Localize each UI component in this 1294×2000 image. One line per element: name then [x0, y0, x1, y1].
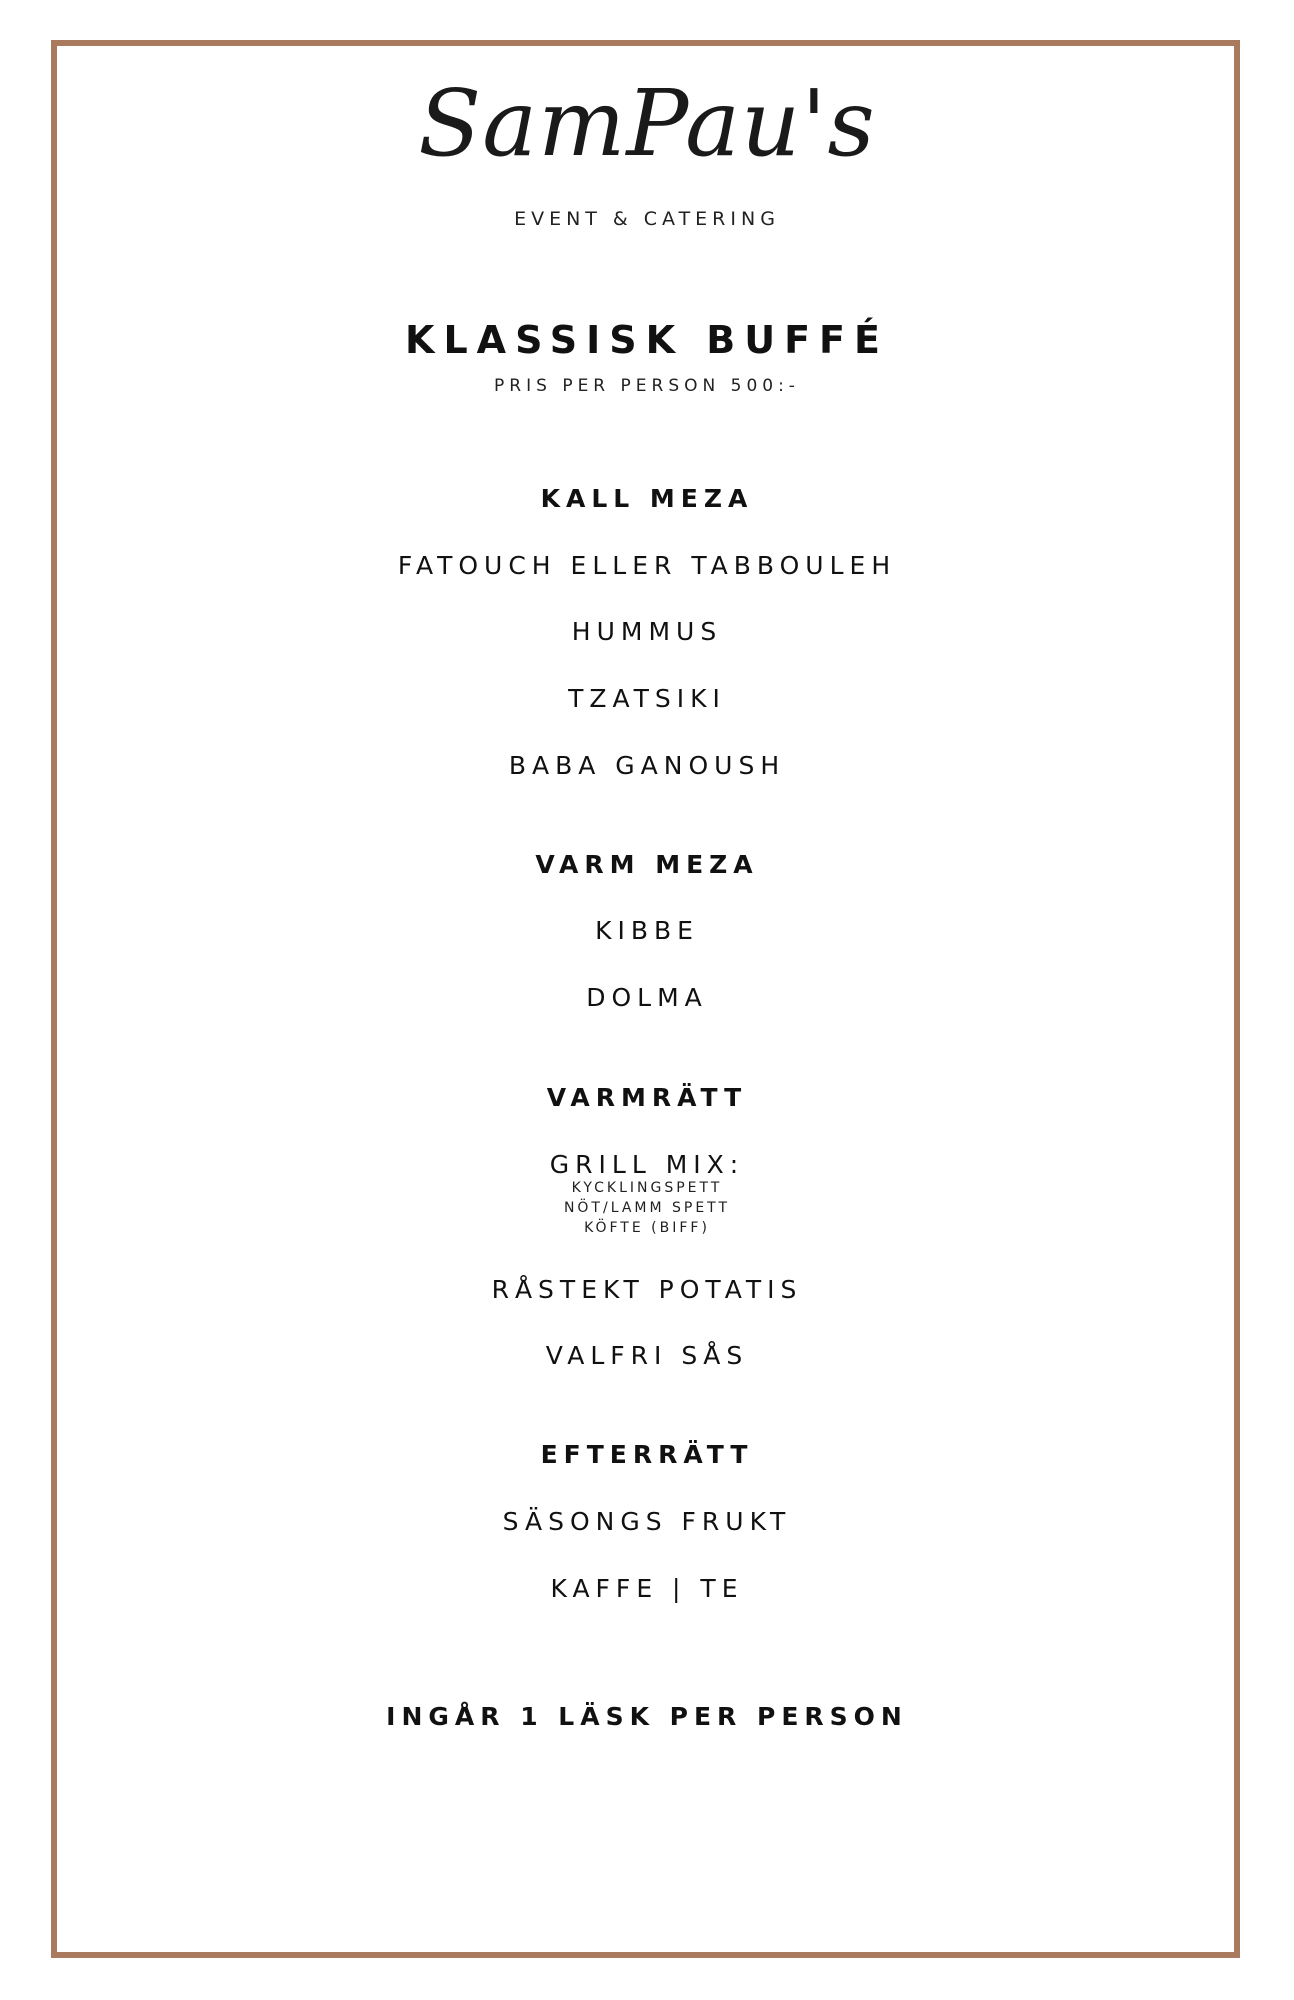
menu-title: KLASSISK BUFFÉ [405, 318, 889, 362]
grill-mix-detail: NÖT/LAMM SPETT [563, 1200, 731, 1216]
grill-mix-detail: KYCKLINGSPETT [571, 1180, 723, 1196]
menu-item: DOLMA [586, 983, 708, 1012]
grill-mix-detail: KÖFTE (BIFF) [584, 1220, 710, 1236]
menu-item: FATOUCH ELLER TABBOULEH [397, 551, 897, 580]
logo-script: SamPau's [418, 70, 876, 177]
menu-item: VALFRI SÅS [545, 1341, 749, 1370]
menu-item: TZATSIKI [568, 684, 726, 713]
section-heading-kall-meza: KALL MEZA [540, 484, 754, 513]
menu-footer-note: INGÅR 1 LÄSK PER PERSON [386, 1702, 908, 1731]
menu-item: SÄSONGS FRUKT [502, 1507, 792, 1536]
menu-item: KIBBE [595, 916, 699, 945]
section-heading-varm-meza: VARM MEZA [535, 850, 759, 879]
section-heading-efterratt: EFTERRÄTT [540, 1440, 754, 1469]
menu-item: KAFFE | TE [550, 1574, 744, 1603]
section-heading-varmratt: VARMRÄTT [546, 1083, 748, 1112]
menu-item: HUMMUS [571, 617, 723, 646]
logo-subtitle: EVENT & CATERING [514, 208, 780, 230]
menu-item: RÅSTEKT POTATIS [491, 1275, 803, 1304]
menu-price: PRIS PER PERSON 500:- [494, 376, 800, 396]
menu-item: GRILL MIX: [549, 1150, 745, 1179]
menu-item: BABA GANOUSH [508, 751, 786, 780]
